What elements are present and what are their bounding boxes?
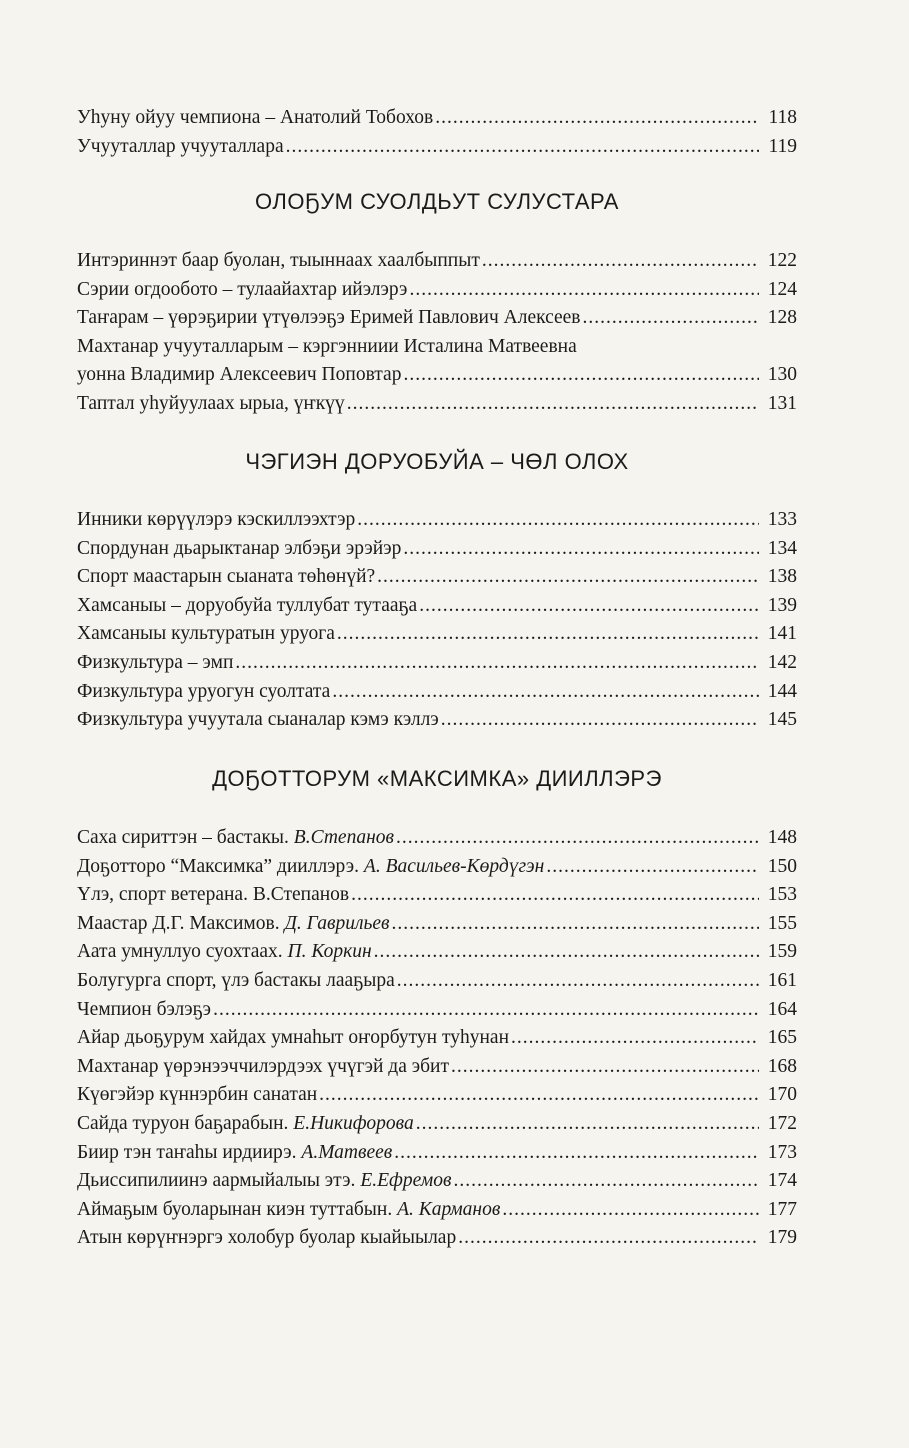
entry-title: Таптал уһуйуулаах ырыа, үҥкүү bbox=[77, 393, 345, 414]
toc-entry bbox=[77, 104, 797, 133]
page-number: 144 bbox=[767, 680, 797, 702]
entry-text bbox=[77, 910, 389, 939]
entry-title: Айар дьоҕурум хайдах умнаһыт оҥорбутун туһунан bbox=[77, 1027, 510, 1049]
page-number: 148 bbox=[767, 827, 797, 848]
entry-title: Сайда туруон баҕарабын. bbox=[77, 1113, 294, 1134]
toc-entry bbox=[77, 506, 797, 535]
entry-text bbox=[77, 938, 372, 967]
entry-text bbox=[77, 620, 335, 649]
entry-title: Спорт маастарын сыаната төһөнүй? bbox=[77, 566, 376, 588]
entry-text bbox=[77, 706, 439, 735]
toc-entry bbox=[77, 361, 797, 390]
entry-text bbox=[77, 967, 395, 996]
toc-entry bbox=[77, 247, 797, 276]
entry-text bbox=[77, 824, 394, 853]
entry-title: Саха сириттэн – бастакы. bbox=[77, 827, 294, 848]
toc-entry bbox=[77, 1139, 797, 1168]
page-number: 174 bbox=[767, 1170, 797, 1192]
dot-leader bbox=[458, 1224, 759, 1253]
entry-title: Учууталлар учууталлара bbox=[77, 135, 284, 157]
dot-leader bbox=[403, 361, 759, 390]
toc-entry bbox=[77, 706, 797, 735]
entry-text bbox=[77, 133, 284, 162]
entry-text bbox=[77, 1024, 509, 1053]
entry-text bbox=[77, 563, 375, 592]
toc-entry bbox=[77, 1224, 797, 1253]
entry-text bbox=[77, 1053, 449, 1082]
entry-text bbox=[77, 390, 345, 419]
entry-text bbox=[77, 592, 417, 621]
page-number: 122 bbox=[767, 250, 797, 271]
toc-entry bbox=[77, 563, 797, 592]
dot-leader bbox=[511, 1024, 759, 1053]
entry-title: Физкультура – эмп bbox=[77, 652, 234, 673]
entry-title: Болугурга спорт, үлэ бастакы лааҕыра bbox=[77, 970, 395, 991]
entry-title: Аймаҕым буоларынан киэн туттабын. bbox=[77, 1198, 398, 1220]
entry-text bbox=[77, 853, 544, 882]
toc-entry bbox=[77, 996, 797, 1025]
dot-leader bbox=[583, 304, 759, 333]
entry-text bbox=[77, 304, 581, 333]
dot-leader bbox=[337, 620, 759, 649]
toc-entry bbox=[77, 1053, 797, 1082]
section-title: ОЛОҔУМ СУОЛДЬУТ СУЛУСТАРА bbox=[255, 189, 619, 214]
page-number: 141 bbox=[767, 623, 797, 645]
entry-text bbox=[77, 276, 407, 305]
toc-entry bbox=[77, 1024, 797, 1053]
toc-entry bbox=[77, 678, 797, 707]
entry-title: Чемпион бэлэҕэ bbox=[77, 998, 212, 1020]
page-number: 134 bbox=[767, 537, 797, 559]
entry-title: Уһуну ойуу чемпиона – Анатолий Тобохов bbox=[77, 107, 434, 128]
page-number: 118 bbox=[768, 107, 797, 128]
entry-text bbox=[77, 247, 480, 276]
page-number: 150 bbox=[767, 855, 797, 877]
entry-author: Д. Гаврильев bbox=[284, 912, 390, 934]
toc-entry bbox=[77, 824, 797, 853]
dot-leader bbox=[451, 1053, 759, 1082]
page-number: 165 bbox=[767, 1027, 797, 1049]
entry-author: А. Васильев-Көрдүгэн bbox=[363, 855, 545, 877]
entry-text bbox=[77, 1224, 456, 1253]
entry-title: Аата умнуллуо суохтаах. bbox=[77, 941, 288, 963]
entry-title: Махтанар үөрэнээччилэрдээх үчүгэй да эбит bbox=[77, 1055, 450, 1077]
toc-entry bbox=[77, 649, 797, 678]
dot-leader bbox=[441, 706, 759, 735]
page-number: 155 bbox=[767, 912, 797, 934]
entry-title: Махтанар учууталларым – кэргэнниии Исталина Матвеевна bbox=[77, 335, 577, 357]
entry-author: В.Степанов bbox=[293, 827, 394, 848]
page-number: 179 bbox=[767, 1227, 797, 1249]
entry-text bbox=[77, 104, 433, 133]
dot-leader bbox=[453, 1167, 759, 1196]
toc-entry bbox=[77, 592, 797, 621]
toc-entry bbox=[77, 881, 797, 910]
entry-text bbox=[77, 1081, 317, 1110]
dot-leader bbox=[347, 390, 759, 419]
dot-leader bbox=[357, 506, 759, 535]
dot-leader bbox=[377, 563, 759, 592]
entry-title: Үлэ, спорт ветерана. В.Степанов bbox=[77, 884, 350, 906]
page-number: 168 bbox=[767, 1055, 797, 1077]
toc-entry bbox=[77, 133, 797, 162]
dot-leader bbox=[235, 649, 759, 678]
entry-author: Е.Никифорова bbox=[293, 1113, 414, 1134]
entry-title: Спордунан дьарыктанар элбэҕи эрэйэр bbox=[77, 537, 402, 559]
entry-text bbox=[77, 1167, 451, 1196]
entry-text bbox=[77, 881, 349, 910]
entry-title: Күөгэйэр күннэрбин санатан bbox=[77, 1084, 318, 1106]
dot-leader bbox=[396, 824, 759, 853]
toc-entry-line bbox=[77, 333, 797, 362]
page-number: 142 bbox=[767, 652, 797, 673]
entry-title: Атын көрүҥнэргэ холобур буолар кыайыылар bbox=[77, 1227, 457, 1249]
entry-title: Маастар Д.Г. Максимов. bbox=[77, 912, 285, 934]
page-number: 159 bbox=[767, 941, 797, 963]
dot-leader bbox=[397, 967, 759, 996]
entry-title: Интэриннэт баар буолан, тыыннаах хаалбыппыт bbox=[77, 250, 480, 271]
page-number: 145 bbox=[767, 709, 797, 731]
page-number: 153 bbox=[767, 884, 797, 906]
dot-leader bbox=[374, 938, 759, 967]
entry-text bbox=[77, 535, 401, 564]
entry-text bbox=[77, 1110, 414, 1139]
page-number: 161 bbox=[767, 970, 797, 991]
entry-author: А.Матвеев bbox=[301, 1141, 393, 1163]
page-number: 119 bbox=[768, 135, 797, 157]
entry-title: Физкультура учуутала сыаналар кэмэ кэллэ bbox=[77, 709, 439, 731]
entry-text bbox=[77, 996, 211, 1025]
entry-author: Е.Ефремов bbox=[360, 1170, 452, 1192]
entry-title: Таҥарам – үөрэҕирии үтүөлээҕэ Еримей Павлович Алексеев bbox=[77, 307, 581, 329]
entry-text bbox=[77, 1196, 500, 1225]
page-number: 139 bbox=[767, 594, 797, 616]
dot-leader bbox=[435, 104, 759, 133]
page-number: 173 bbox=[767, 1141, 797, 1163]
entry-text bbox=[77, 506, 355, 535]
entry-author: А. Карманов bbox=[397, 1198, 501, 1220]
page-number: 170 bbox=[767, 1084, 797, 1106]
dot-leader bbox=[319, 1081, 759, 1110]
toc-entry bbox=[77, 938, 797, 967]
toc-entry bbox=[77, 535, 797, 564]
page-number: 164 bbox=[767, 998, 797, 1020]
section-title: ДОҔОТТОРУМ «МАКСИМКА» ДИИЛЛЭРЭ bbox=[212, 766, 662, 791]
page-number: 128 bbox=[767, 307, 797, 329]
page-number: 177 bbox=[767, 1198, 797, 1220]
entry-title: Инники көрүүлэрэ кэскиллээхтэр bbox=[77, 509, 356, 530]
dot-leader bbox=[502, 1196, 759, 1225]
dot-leader bbox=[409, 276, 759, 305]
dot-leader bbox=[286, 133, 759, 162]
toc-entry bbox=[77, 853, 797, 882]
dot-leader bbox=[332, 678, 759, 707]
page-number: 130 bbox=[767, 364, 797, 386]
page-number: 172 bbox=[767, 1113, 797, 1134]
entry-title: Физкультура уруогун суолтата bbox=[77, 680, 331, 702]
dot-leader bbox=[213, 996, 759, 1025]
section-title: ЧЭГИЭН ДОРУОБУЙА – ЧӨЛ ОЛОХ bbox=[245, 449, 629, 474]
toc-entry bbox=[77, 304, 797, 333]
toc-entry bbox=[77, 1167, 797, 1196]
entry-text bbox=[77, 1139, 392, 1168]
toc-entry bbox=[77, 620, 797, 649]
page-number: 138 bbox=[767, 566, 797, 588]
entry-title: Сэрии огдообото – тулаайахтар ийэлэрэ bbox=[77, 278, 408, 300]
dot-leader bbox=[416, 1110, 759, 1139]
entry-text bbox=[77, 649, 233, 678]
dot-leader bbox=[419, 592, 759, 621]
toc-entry bbox=[77, 276, 797, 305]
entry-title: уонна Владимир Алексеевич Поповтар bbox=[77, 364, 402, 386]
entry-title: Дьиссипилиинэ аармыйалыы этэ. bbox=[77, 1170, 361, 1192]
dot-leader bbox=[482, 247, 759, 276]
toc-entry bbox=[77, 1081, 797, 1110]
toc-entry bbox=[77, 1196, 797, 1225]
toc-entry bbox=[77, 910, 797, 939]
entry-title: Доҕотторо “Максимка” дииллэрэ. bbox=[77, 855, 364, 877]
entry-title: Биир тэн таҥаһы ирдиирэ. bbox=[77, 1141, 302, 1163]
dot-leader bbox=[351, 881, 759, 910]
entry-text bbox=[77, 361, 401, 390]
entry-title: Хамсаныы – доруобуйа туллубат тутааҕа bbox=[77, 594, 418, 616]
page-number: 124 bbox=[767, 278, 797, 300]
page-number: 131 bbox=[767, 393, 797, 414]
entry-title: Хамсаныы культуратын уруога bbox=[77, 623, 335, 645]
toc-entry bbox=[77, 390, 797, 419]
dot-leader bbox=[403, 535, 759, 564]
dot-leader bbox=[391, 910, 759, 939]
dot-leader bbox=[546, 853, 759, 882]
entry-text bbox=[77, 678, 330, 707]
dot-leader bbox=[394, 1139, 759, 1168]
entry-author: П. Коркин bbox=[287, 941, 372, 963]
toc-entry bbox=[77, 1110, 797, 1139]
page-number: 133 bbox=[767, 509, 797, 530]
toc-entry bbox=[77, 967, 797, 996]
